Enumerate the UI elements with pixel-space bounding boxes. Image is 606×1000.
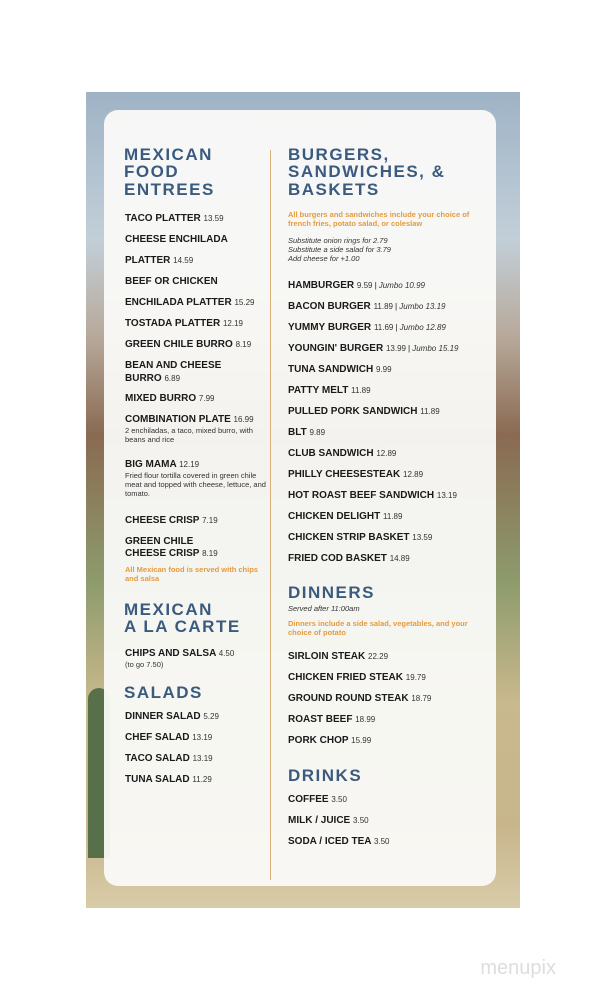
item-name: CHEESE CRISP <box>125 515 200 526</box>
menu-item <box>288 815 369 827</box>
item-price: 16.99 <box>233 415 254 424</box>
item-name: ROAST BEEF <box>288 714 353 725</box>
item-name: PATTY MELT <box>288 385 349 396</box>
item-name: TACO PLATTER <box>125 213 201 224</box>
item-name: GREEN CHILE <box>125 536 194 547</box>
item-name: GREEN CHILE BURRO <box>125 339 233 350</box>
item-name: HAMBURGER <box>288 280 355 291</box>
jumbo-price: Jumbo 12.89 <box>399 323 446 332</box>
item-name: GROUND ROUND STEAK <box>288 693 409 704</box>
menu-item <box>288 322 446 334</box>
menu-item <box>125 536 193 548</box>
menu-item <box>288 490 457 502</box>
item-description: (to go 7.50) <box>125 660 164 669</box>
menu-item <box>288 735 371 747</box>
item-price: 7.19 <box>202 516 218 525</box>
menu-item <box>125 339 251 351</box>
menu-item <box>125 255 193 267</box>
item-price: 8.19 <box>235 340 252 349</box>
item-price: 3.50 <box>331 795 347 804</box>
item-price: 9.99 <box>375 365 392 374</box>
item-price: 3.50 <box>373 837 390 846</box>
item-name: BURRO <box>125 373 162 384</box>
alacarte-heading <box>124 601 241 636</box>
item-name: PULLED PORK SANDWICH <box>288 406 418 417</box>
burgers-heading <box>288 146 445 198</box>
jumbo-price: Jumbo 13.19 <box>399 302 446 311</box>
item-name: SODA / ICED TEA <box>288 836 372 847</box>
item-price: 13.19 <box>192 733 213 742</box>
item-name: BIG MAMA <box>125 459 177 470</box>
item-price: 15.29 <box>234 298 255 307</box>
item-name: SIRLOIN STEAK <box>288 651 366 662</box>
menu-item <box>288 364 392 376</box>
item-price: 13.59 <box>412 533 433 542</box>
item-name: MILK / JUICE <box>288 815 351 826</box>
item-description: Fried flour tortilla covered in green chile meat and topped with cheese, lettuce, and tomato. <box>125 471 266 498</box>
item-price: 12.19 <box>179 460 200 469</box>
item-name: ENCHILADA PLATTER <box>125 297 232 308</box>
item-name: BEAN AND CHEESE <box>125 360 222 371</box>
item-price: 11.89 <box>420 407 440 416</box>
item-price: 13.99 <box>385 344 406 353</box>
heading-line: SANDWICHES, & <box>288 162 446 182</box>
menu-item <box>288 385 371 397</box>
drinks-heading: DRINKS <box>288 766 363 785</box>
item-price: 12.19 <box>222 319 243 328</box>
menu-item <box>125 276 218 288</box>
menu-item <box>125 774 212 786</box>
menu-item <box>288 532 432 544</box>
item-price: 18.99 <box>355 715 376 724</box>
salads-heading: SALADS <box>124 683 203 702</box>
item-name: TOSTADA PLATTER <box>125 318 221 329</box>
menu-item <box>125 648 234 669</box>
menu-item <box>125 711 219 723</box>
item-price: 13.19 <box>436 491 457 500</box>
menu-item <box>288 427 325 439</box>
item-name: CHICKEN DELIGHT <box>288 511 381 522</box>
item-name: BACON BURGER <box>288 301 371 312</box>
menu-item <box>288 343 459 355</box>
menu-item <box>125 515 218 527</box>
item-price: 12.89 <box>376 449 397 458</box>
menu-item <box>288 469 423 481</box>
menu-item <box>125 360 221 372</box>
heading-line: FOOD <box>124 162 180 182</box>
item-price: 14.59 <box>173 256 194 265</box>
dinners-note: Dinners include a side salad, vegetables, and your choice of potato <box>288 619 468 637</box>
item-name: PHILLY CHEESESTEAK <box>288 469 401 480</box>
item-price: 11.89 <box>351 386 371 395</box>
item-name: MIXED BURRO <box>125 393 197 404</box>
menu-item <box>288 448 396 460</box>
item-price: 6.89 <box>164 374 181 383</box>
item-name: CLUB SANDWICH <box>288 448 374 459</box>
heading-line: BURGERS, <box>288 145 390 164</box>
dinners-heading: DINNERS <box>288 583 376 602</box>
item-price: 4.50 <box>218 649 235 658</box>
item-name: PORK CHOP <box>288 735 349 746</box>
heading-line: A LA CARTE <box>124 617 241 637</box>
menu-item <box>288 280 425 292</box>
dinners-served: Served after 11:00am <box>288 604 360 613</box>
item-name: CHICKEN FRIED STEAK <box>288 672 404 683</box>
menu-item <box>288 553 410 565</box>
menu-item <box>288 301 446 313</box>
item-price: 19.79 <box>405 673 426 682</box>
substitution-line: Substitute onion rings for 2.79 <box>288 236 388 245</box>
menu-item <box>288 511 402 523</box>
price-separator: | <box>395 323 398 332</box>
item-price: 7.99 <box>198 394 215 403</box>
menu-item <box>125 318 243 330</box>
item-price: 9.89 <box>309 428 326 437</box>
price-separator: | <box>374 281 377 290</box>
column-divider <box>270 150 271 880</box>
item-name: FRIED COD BASKET <box>288 553 387 564</box>
item-name: CHEESE CRISP <box>125 548 200 559</box>
menu-item <box>125 373 180 385</box>
burgers-substitutions <box>288 236 483 263</box>
item-name: YOUNGIN' BURGER <box>288 343 384 354</box>
item-name: TUNA SALAD <box>125 774 190 785</box>
item-name: BEEF OR CHICKEN <box>125 276 218 287</box>
substitution-line: Add cheese for +1.00 <box>288 254 360 263</box>
menu-item <box>125 548 218 560</box>
item-name: YUMMY BURGER <box>288 322 372 333</box>
item-name: COFFEE <box>288 794 329 805</box>
item-price: 18.79 <box>411 694 432 703</box>
item-name: CHICKEN STRIP BASKET <box>288 532 410 543</box>
item-price: 3.50 <box>353 816 369 825</box>
item-price: 9.59 <box>356 281 373 290</box>
jumbo-price: Jumbo 10.99 <box>378 281 425 290</box>
jumbo-price: Jumbo 15.19 <box>412 344 459 353</box>
item-name: DINNER SALAD <box>125 711 201 722</box>
menu-item <box>125 459 275 498</box>
menu-item <box>125 297 254 309</box>
menu-item <box>125 753 213 765</box>
menu-item <box>288 672 426 684</box>
item-name: CHEF SALAD <box>125 732 190 743</box>
menu-item <box>288 794 347 806</box>
item-price: 13.19 <box>192 754 213 763</box>
item-price: 22.29 <box>368 652 389 661</box>
substitution-line: Substitute a side salad for 3.79 <box>288 245 391 254</box>
item-price: 14.89 <box>389 554 410 563</box>
burgers-note: All burgers and sandwiches include your choice of french fries, potato salad, or coleslaw <box>288 210 470 228</box>
heading-line: ENTREES <box>124 179 215 199</box>
item-price: 8.19 <box>202 549 218 558</box>
item-name: TACO SALAD <box>125 753 190 764</box>
item-price: 12.89 <box>403 470 424 479</box>
watermark-logo: menupix <box>480 957 556 979</box>
heading-line: MEXICAN <box>124 145 213 164</box>
menu-item <box>125 414 275 444</box>
item-price: 11.69 <box>373 323 394 332</box>
item-name: HOT ROAST BEEF SANDWICH <box>288 490 435 501</box>
menu-item <box>288 651 388 663</box>
item-name: CHEESE ENCHILADA <box>125 234 228 245</box>
menu-item <box>288 714 375 726</box>
menu-item <box>288 406 440 418</box>
item-price: 11.89 <box>373 302 393 311</box>
item-price: 11.29 <box>192 775 212 784</box>
item-price: 5.29 <box>203 712 219 721</box>
item-name: PLATTER <box>125 255 171 266</box>
menu-item <box>288 693 431 705</box>
item-name: BLT <box>288 427 307 438</box>
menu-card <box>104 110 496 886</box>
menu-item <box>125 732 212 744</box>
menu-item <box>288 836 390 848</box>
mexican-heading <box>124 146 215 198</box>
item-name: COMBINATION PLATE <box>125 414 231 425</box>
menu-item <box>125 393 214 405</box>
item-description: 2 enchiladas, a taco, mixed burro, with beans and rice <box>125 426 253 444</box>
heading-line: BASKETS <box>288 179 380 199</box>
item-name: CHIPS AND SALSA <box>125 648 216 659</box>
mexican-note: All Mexican food is served with chips and salsa <box>125 565 258 583</box>
item-price: 15.99 <box>351 736 372 745</box>
heading-line: MEXICAN <box>124 600 213 619</box>
price-separator: | <box>407 344 411 353</box>
menu-item <box>125 234 228 246</box>
menu-item <box>125 213 224 225</box>
price-separator: | <box>395 302 398 311</box>
item-price: 11.89 <box>383 512 403 521</box>
item-price: 13.59 <box>203 214 224 223</box>
item-name: TUNA SANDWICH <box>288 364 374 375</box>
